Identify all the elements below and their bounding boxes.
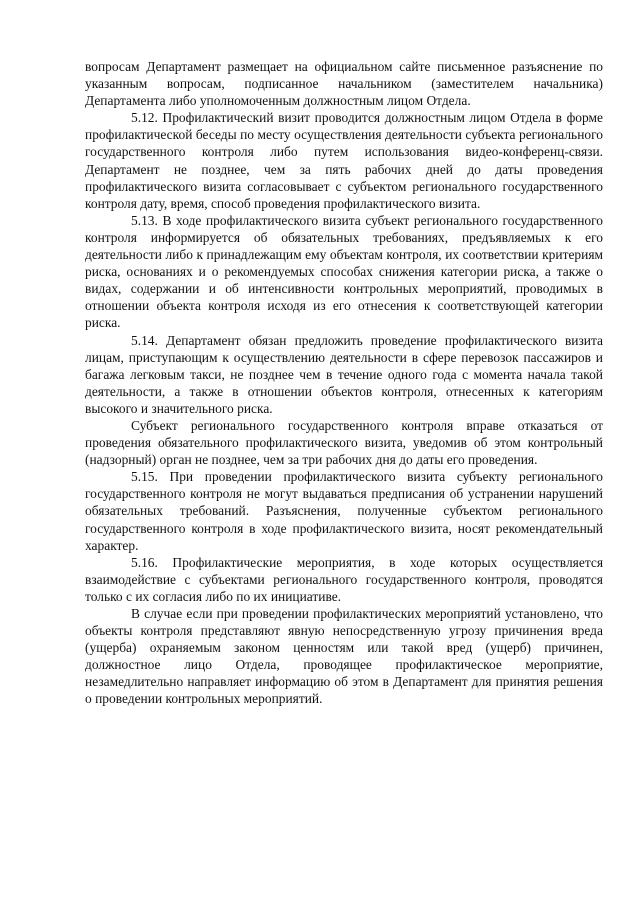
paragraph-5-14: 5.14. Департамент обязан предложить проведение профилактического визита лицам, приступающим к осуществлению деятельности в сфере перевозок пассажиров и багажа легковым такси, не позднее чем в течение одного года с момента начала такой деятельности, а также в отношении объектов контроля, отнесенных к категориям высокого и значительного риска. <box>85 332 603 416</box>
paragraph-5-12: 5.12. Профилактический визит проводится должностным лицом Отдела в форме профилактической беседы по месту осуществления деятельности субъекта регионального государственного контроля либо путем использования видео-конференц-связи. Департамент не позднее, чем за пять рабочих дней до даты проведения профилактического визита согласовывает с субъектом регионального государственного контроля дату, время, способ проведения профилактического визита. <box>85 110 603 211</box>
paragraph-continuation: вопросам Департамент размещает на официальном сайте письменное разъяснение по указанным вопросам, подписанное начальником (заместителем начальника) Департамента либо уполномоченным должностным лицом Отдела. <box>85 59 603 109</box>
paragraph-5-16: 5.16. Профилактические мероприятия, в ходе которых осуществляется взаимодействие с субъектами регионального государственного контроля, проводятся только с их согласия либо по их инициативе. <box>85 554 603 604</box>
paragraph-5-15: 5.15. При проведении профилактического визита субъекту регионального государственного контроля не могут выдаваться предписания об устранении нарушений обязательных требований. Разъяснения, полученные субъектом регионального государственного контроля в ходе профилактического визита, носят рекомендательный характер. <box>85 469 603 553</box>
paragraph-refusal-right: Субъект регионального государственного контроля вправе отказаться от проведения обязательного профилактического визита, уведомив об этом контрольный (надзорный) орган не позднее, чем за три рабочих дня до даты его проведения. <box>85 417 603 468</box>
paragraph-threat-case: В случае если при проведении профилактических мероприятий установлено, что объекты контроля представляют явную непосредственную угрозу причинения вреда (ущерба) охраняемым законом ценностям или такой вред (ущерб) причинен, должностное лицо Отдела, проводящее профилактическое мероприятие, незамедлительно направляет информацию об этом в Департамент для принятия решения о проведении контрольных мероприятий. <box>85 606 603 707</box>
document-page <box>85 58 603 708</box>
paragraph-5-13: 5.13. В ходе профилактического визита субъект регионального государственного контроля информируется об обязательных требованиях, предъявляемых к его деятельности либо к принадлежащим ему объектам контроля, их соответствии критериям риска, основаниях и о рекомендуемых способах снижения категории риска, а также о видах, содержании и об интенсивности контрольных мероприятий, проводимых в отношении объекта контроля исходя из его отнесения к соответствующей категории риска. <box>85 212 603 331</box>
